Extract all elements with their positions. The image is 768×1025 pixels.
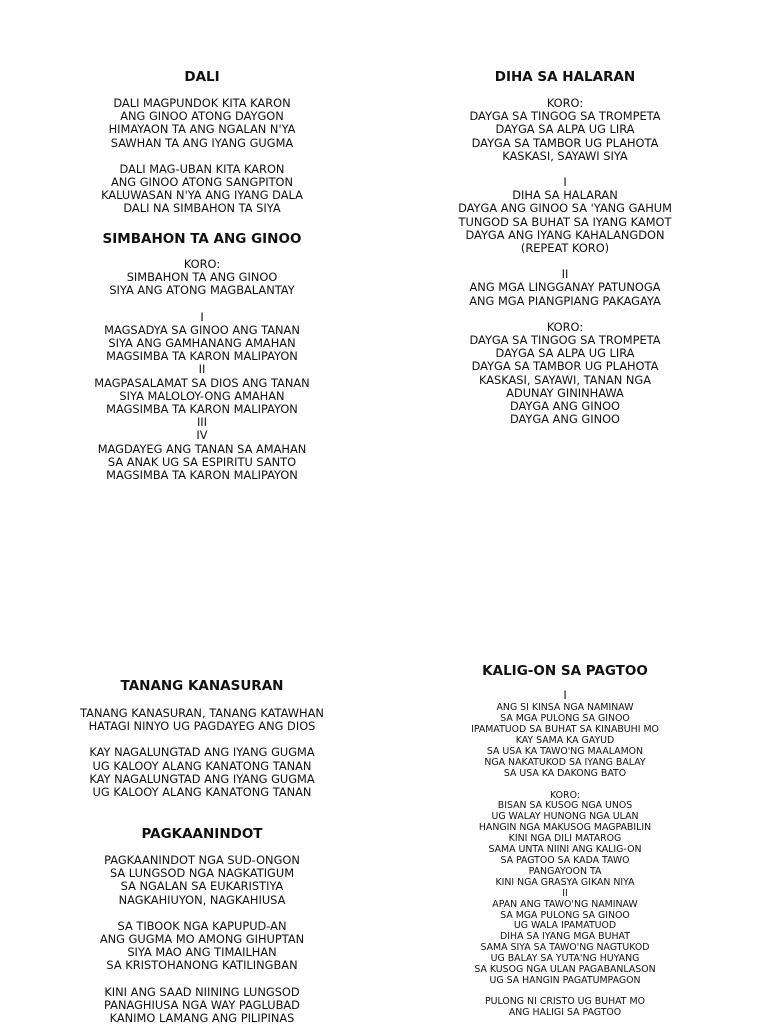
lyric-line: SAMA SIYA SA TAWO'NG NAGTUKOD	[480, 942, 650, 954]
lyric-line: SA LUNGSOD NGA NAGKATIGUM	[109, 866, 295, 881]
lyric-line: DIHA SA IYANG MGA BUHAT	[500, 931, 630, 943]
song-pagkaanindot	[62, 826, 342, 1025]
stanza	[425, 997, 705, 1019]
lyric-line: ADUNAY GININHAWA	[506, 385, 624, 400]
lyric-line: KINI ANG SAAD NIINING LUNGSOD	[104, 984, 300, 999]
lyric-line: SAMA UNTA NIINI ANG KALIG-ON	[488, 844, 642, 856]
stanza	[425, 703, 705, 779]
lyric-line: DALI NA SIMBAHON TA SIYA	[123, 201, 281, 216]
lyric-line: KORO:	[183, 257, 221, 271]
lyric-line: KAY SAMA KA GAYUD	[515, 734, 615, 746]
lyric-line: TANANG KANASURAN, TANANG KATAWHAN	[80, 706, 324, 720]
lyric-line: SAWHAN TA ANG IYANG GUGMA	[110, 135, 294, 150]
lyric-line: DALI MAGPUNDOK KITA KARON	[113, 96, 291, 110]
lyric-line: ANG MGA PIANGPIANG PAKAGAYA	[469, 293, 661, 308]
lyric-line: SIYA MALOLOY-ONG AMAHAN	[119, 388, 285, 403]
lyric-line: KASKASI, SAYAWI, TANAN NGA	[478, 372, 652, 387]
stanza	[62, 97, 342, 150]
song-kalig-on-sa-pagtoo	[425, 663, 705, 1019]
lyric-line: SA USA KA DAKONG BATO	[503, 767, 627, 779]
song-title: SIMBAHON TA ANG GINOO	[102, 231, 302, 247]
stanza	[425, 176, 705, 255]
lyric-line: KANIMO LAMANG ANG PILIPINAS	[109, 1011, 295, 1025]
lyric-line: MAGPASALAMAT SA DIOS ANG TANAN	[94, 375, 310, 390]
lyric-line: DAYGA ANG IYANG KAHALANGDON	[465, 227, 665, 242]
lyric-line: SA USA KA TAWO'NG MAALAMON	[486, 745, 644, 757]
stanza	[62, 746, 342, 799]
lyric-line: SA TIBOOK NGA KAPUPUD-AN	[117, 918, 287, 933]
lyric-line: ANG GINOO ATONG SANGPITON	[110, 175, 294, 190]
lyric-line: DAYGA SA TAMBOR UG PLAHOTA	[471, 135, 659, 150]
lyric-line: PULONG NI CRISTO UG BUHAT MO	[485, 995, 645, 1007]
lyric-line: SA MGA PULONG SA GINOO	[500, 713, 630, 725]
verse-numeral: II	[561, 267, 569, 282]
lyric-line: KINI NGA DILI MATAROG	[508, 833, 622, 845]
lyric-line: UG WALA IPAMATUOD	[513, 920, 617, 932]
lyric-line: KASKASI, SAYAWI SIYA	[502, 148, 628, 163]
verse-numeral: I	[563, 688, 567, 702]
lyric-line: MAGDAYEG ANG TANAN SA AMAHAN	[97, 441, 307, 456]
stanza	[62, 854, 342, 907]
lyric-line: MAGSIMBA TA KARON MALIPAYON	[106, 468, 298, 483]
song-title: KALIG-ON SA PAGTOO	[482, 663, 648, 679]
lyric-line: UG BALAY SA YUTA'NG HUYANG	[490, 953, 640, 965]
verse-numeral: II	[198, 362, 206, 377]
lyric-line: SA ANAK UG SA ESPIRITU SANTO	[107, 454, 297, 469]
lyric-line: SIYA ANG ATONG MAGBALANTAY	[109, 283, 295, 298]
lyric-line: SIYA ANG GAMHANANG AMAHAN	[108, 336, 296, 351]
song-title: DALI	[184, 69, 220, 85]
chorus	[425, 97, 705, 163]
lyric-line: KAY NAGALUNGTAD ANG IYANG GUGMA	[89, 771, 315, 786]
lyric-line: UG WALAY HUNONG NGA ULAN	[491, 811, 639, 823]
stanza	[425, 268, 705, 308]
lyric-line: UG KALOOY ALANG KANATONG TANAN	[92, 785, 312, 800]
lyric-line: IPAMATUOD SA BUHAT SA KINABUHI MO	[471, 724, 659, 736]
lyric-line: SIYA MAO ANG TIMAILHAN	[127, 945, 277, 960]
lyric-line: SA KRISTOHANONG KATILINGBAN	[106, 958, 298, 973]
stanza	[62, 920, 342, 973]
song-title: TANANG KANASURAN	[120, 678, 284, 694]
song-title: DIHA SA HALARAN	[494, 69, 636, 85]
lyric-line: ANG HALIGI SA PAGTOO	[508, 1006, 622, 1018]
lyric-line: UG KALOOY ALANG KANATONG TANAN	[92, 758, 312, 773]
lyric-line: DAYGA ANG GINOO SA 'YANG GAHUM	[458, 201, 672, 216]
song-dali	[62, 69, 342, 216]
lyric-line: PAGKAANINDOT NGA SUD-ONGON	[104, 853, 300, 867]
lyric-line: MAGSIMBA TA KARON MALIPAYON	[106, 349, 298, 364]
chorus	[425, 791, 705, 987]
lyric-line: SA MGA PULONG SA GINOO	[500, 909, 630, 921]
lyric-line: KORO:	[546, 319, 584, 334]
song-tanang-kanasuran	[62, 678, 342, 799]
lyric-line: APAN ANG TAWO'NG NAMINAW	[492, 898, 638, 910]
chorus	[425, 321, 705, 427]
lyric-line: ANG MGA LINGGANAY PATUNOGA	[469, 280, 661, 295]
lyric-line: SA NGALAN SA EUKARISTIYA	[120, 879, 284, 894]
lyric-line: UG SA HANGIN PAGATUMPAGON	[489, 974, 641, 986]
lyric-line: ANG SI KINSA NGA NAMINAW	[496, 702, 634, 714]
stanza	[62, 163, 342, 216]
lyric-line: DALI MAG-UBAN KITA KARON	[119, 161, 285, 176]
lyric-line: PANGAYOON TA	[528, 865, 602, 877]
chorus	[62, 258, 342, 298]
lyric-line: DAYGA SA TINGOG SA TROMPETA	[469, 333, 661, 348]
lyric-line: HIMAYAON TA ANG NGALAN N'YA	[108, 122, 296, 137]
lyric-line: NGA NAKATUKOD SA IYANG BALAY	[484, 756, 646, 768]
lyric-line: DAYGA SA ALPA UG LIRA	[495, 346, 635, 361]
song-title: PAGKAANINDOT	[141, 826, 263, 842]
lyric-line: PANAGHIUSA NGA WAY PAGLUBAD	[104, 997, 300, 1012]
song-simbahon	[62, 231, 342, 482]
lyric-line: MAGSIMBA TA KARON MALIPAYON	[106, 402, 298, 417]
lyric-line: SA PAGTOO SA KADA TAWO	[500, 854, 630, 866]
lyric-line: KORO:	[550, 789, 580, 801]
lyric-line: DIHA SA HALARAN	[512, 188, 618, 203]
verse-numeral: II	[562, 887, 568, 899]
lyric-line: DAYGA ANG GINOO	[509, 399, 621, 414]
lyric-line: DAYGA ANG GINOO	[509, 412, 621, 427]
lyric-line: (REPEAT KORO)	[520, 241, 610, 256]
lyric-line: KAY NAGALUNGTAD ANG IYANG GUGMA	[89, 745, 315, 760]
lyric-line: DAYGA SA TINGOG SA TROMPETA	[469, 109, 661, 124]
lyric-line: BISAN SA KUSOG NGA UNOS	[497, 800, 633, 812]
lyric-line: NAGKAHIUYON, NAGKAHIUSA	[118, 892, 286, 907]
lyric-line: KORO:	[546, 96, 584, 110]
verse-numeral: I	[563, 175, 567, 190]
verse-numeral: IV	[196, 428, 208, 443]
lyric-line: ANG GINOO ATONG DAYGON	[120, 109, 284, 124]
lyric-line: TUNGOD SA BUHAT SA IYANG KAMOT	[458, 214, 672, 229]
lyric-line: SIMBAHON TA ANG GINOO	[126, 270, 278, 285]
lyric-line: HATAGI NINYO UG PAGDAYEG ANG DIOS	[88, 719, 316, 734]
verse-numeral: I	[200, 309, 204, 324]
lyric-line: DAYGA SA ALPA UG LIRA	[495, 122, 635, 137]
song-diha-sa-halaran	[425, 69, 705, 426]
lyric-line: HANGIN NGA MAKUSOG MAGPABILIN	[478, 822, 652, 834]
stanza	[62, 986, 342, 1025]
lyric-line: DAYGA SA TAMBOR UG PLAHOTA	[471, 359, 659, 374]
lyric-line: SA KUSOG NGA ULAN PAGABANLASON	[474, 964, 656, 976]
stanza	[62, 311, 342, 483]
lyric-line: KINI NGA GRASYA GIKAN NIYA	[495, 876, 635, 888]
verse-numeral: III	[196, 415, 208, 430]
lyric-line: ANG GUGMA MO AMONG GIHUPTAN	[99, 932, 305, 947]
lyric-line: KALUWASAN N'YA ANG IYANG DALA	[101, 188, 303, 203]
lyric-line: MAGSADYA SA GINOO ANG TANAN	[104, 322, 300, 337]
stanza	[62, 707, 342, 733]
